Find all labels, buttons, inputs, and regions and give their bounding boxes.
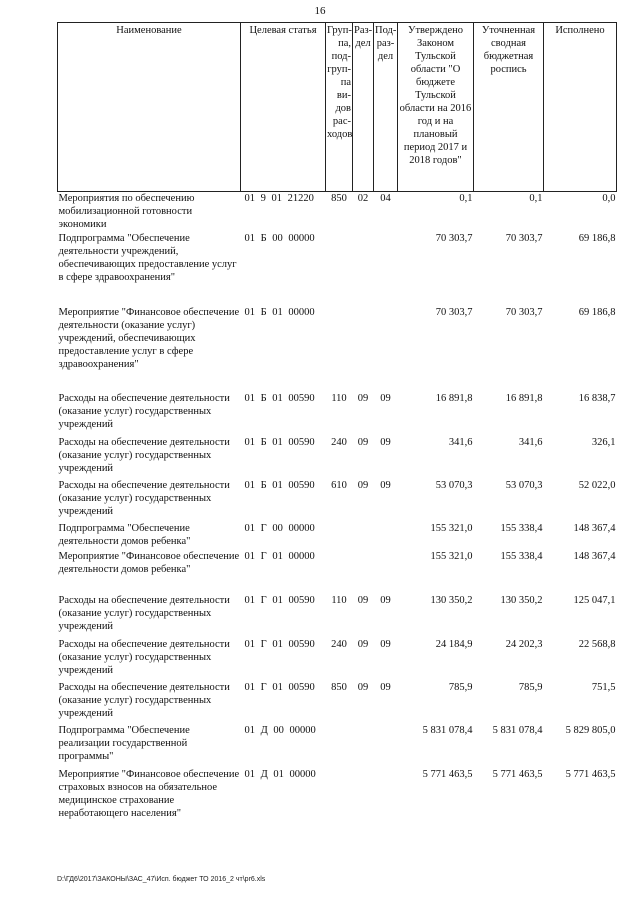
table-row [58, 724, 617, 768]
cell-target: 01 Б 01 00000 [244, 306, 315, 318]
cell-clarified: 70 303,7 [505, 232, 543, 244]
cell-group: 610 [331, 479, 347, 491]
cell-executed: 22 568,8 [578, 638, 616, 650]
cell-section [353, 306, 374, 392]
cell-target: 01 Б 01 00590 [244, 392, 315, 404]
cell-section: 09 [357, 479, 369, 491]
cell-subsection [374, 724, 398, 768]
cell-subsection [374, 768, 398, 842]
cell-approved: 155 321,0 [430, 550, 473, 562]
cell-name: Расходы на обеспечение деятельности (оказание услуг) государственных учреждений [58, 479, 230, 517]
cell-executed: 52 022,0 [578, 479, 616, 491]
cell-subsection: 09 [380, 479, 391, 491]
cell-clarified: 0,1 [529, 193, 543, 204]
cell-subsection [374, 232, 398, 306]
cell-clarified: 341,6 [518, 436, 543, 448]
cell-executed: 148 367,4 [573, 522, 616, 534]
cell-group [326, 522, 353, 550]
table-row [58, 681, 617, 724]
cell-group [326, 306, 353, 392]
cell-approved: 785,9 [448, 681, 473, 693]
header-group: Груп-па, под-груп-па ви-дов рас-ходов [326, 23, 353, 192]
cell-clarified: 155 338,4 [500, 522, 543, 534]
table-row [58, 768, 617, 842]
header-executed: Исполнено [544, 23, 617, 192]
cell-approved: 24 184,9 [435, 638, 473, 650]
cell-name: Расходы на обеспечение деятельности (оказание услуг) государственных учреждений [58, 436, 230, 474]
cell-section [353, 724, 374, 768]
table-row [58, 232, 617, 306]
cell-approved: 5 831 078,4 [422, 724, 473, 736]
cell-section [353, 768, 374, 842]
cell-name: Расходы на обеспечение деятельности (оказание услуг) государственных учреждений [58, 638, 230, 676]
table-header-row [58, 23, 617, 192]
cell-group: 110 [331, 594, 347, 606]
cell-section: 09 [357, 392, 369, 404]
cell-target: 01 Г 01 00590 [244, 594, 315, 606]
cell-subsection [374, 306, 398, 392]
cell-approved: 130 350,2 [430, 594, 473, 606]
cell-name: Мероприятия по обеспечению мобилизационной готовности экономики [58, 193, 195, 230]
cell-approved: 341,6 [448, 436, 473, 448]
cell-section: 09 [357, 436, 369, 448]
cell-name: Подпрограмма "Обеспечение деятельности учреждений, обеспечивающих предоставление услуг в сфере здравоохранения" [58, 232, 237, 283]
cell-target: 01 Б 01 00590 [244, 479, 315, 491]
cell-clarified: 53 070,3 [505, 479, 543, 491]
cell-subsection: 04 [380, 193, 391, 204]
cell-approved: 155 321,0 [430, 522, 473, 534]
cell-approved: 53 070,3 [435, 479, 473, 491]
cell-clarified: 5 771 463,5 [492, 768, 543, 780]
cell-group: 240 [331, 436, 347, 448]
cell-subsection [374, 522, 398, 550]
cell-group [326, 724, 353, 768]
cell-subsection [374, 550, 398, 594]
table-row [58, 550, 617, 594]
cell-executed: 125 047,1 [573, 594, 616, 606]
cell-name: Мероприятие "Финансовое обеспечение деятельности (оказание услуг) учреждений, обеспечивающих предоставление услуг в сфере здравоохранения" [58, 306, 240, 370]
cell-target: 01 Д 00 00000 [244, 724, 316, 736]
cell-name: Подпрограмма "Обеспечение деятельности домов ребенка" [58, 522, 191, 547]
page-number: 16 [314, 5, 326, 17]
cell-clarified: 5 831 078,4 [492, 724, 543, 736]
cell-executed: 751,5 [591, 681, 616, 693]
cell-clarified: 16 891,8 [505, 392, 543, 404]
cell-executed: 16 838,7 [578, 392, 616, 404]
cell-group [326, 232, 353, 306]
cell-group [326, 550, 353, 594]
header-clarified: Уточненная сводная бюджетная роспись [474, 23, 544, 192]
cell-approved: 16 891,8 [435, 392, 473, 404]
table-row [58, 479, 617, 522]
cell-subsection: 09 [380, 392, 391, 404]
cell-clarified: 130 350,2 [500, 594, 543, 606]
cell-clarified: 155 338,4 [500, 550, 543, 562]
cell-approved: 0,1 [459, 193, 473, 204]
cell-executed: 69 186,8 [578, 306, 616, 318]
cell-subsection: 09 [380, 436, 391, 448]
cell-subsection: 09 [380, 681, 391, 693]
cell-section [353, 232, 374, 306]
cell-subsection: 09 [380, 638, 391, 650]
cell-target: 01 Б 01 00590 [244, 436, 315, 448]
cell-group: 240 [331, 638, 347, 650]
cell-clarified: 785,9 [518, 681, 543, 693]
cell-name: Расходы на обеспечение деятельности (оказание услуг) государственных учреждений [58, 594, 230, 632]
cell-target: 01 Г 01 00590 [244, 681, 315, 693]
cell-executed: 326,1 [591, 436, 616, 448]
cell-name: Расходы на обеспечение деятельности (оказание услуг) государственных учреждений [58, 392, 230, 430]
cell-executed: 69 186,8 [578, 232, 616, 244]
header-target: Целевая статья [241, 23, 326, 192]
cell-approved: 70 303,7 [435, 306, 473, 318]
cell-clarified: 24 202,3 [505, 638, 543, 650]
cell-name: Мероприятие "Финансовое обеспечение деятельности домов ребенка" [58, 550, 240, 575]
header-subsection: Под-раз-дел [374, 23, 398, 192]
table-row [58, 522, 617, 550]
cell-clarified: 70 303,7 [505, 306, 543, 318]
cell-section [353, 522, 374, 550]
cell-target: 01 9 01 21220 [244, 193, 314, 204]
cell-executed: 148 367,4 [573, 550, 616, 562]
cell-executed: 5 829 805,0 [565, 724, 616, 736]
cell-group: 850 [331, 193, 347, 204]
table-row [58, 638, 617, 681]
header-approved: Утверждено Законом Тульской области "О бюджете Тульской области на 2016 год и на плановый период 2017 и 2018 годов" [398, 23, 474, 192]
cell-executed: 5 771 463,5 [565, 768, 616, 780]
table-row [58, 594, 617, 638]
cell-subsection: 09 [380, 594, 391, 606]
table-row [58, 192, 617, 232]
cell-name: Расходы на обеспечение деятельности (оказание услуг) государственных учреждений [58, 681, 230, 719]
cell-name: Подпрограмма "Обеспечение реализации государственной программы" [58, 724, 190, 762]
table-row [58, 436, 617, 479]
cell-section: 02 [357, 193, 369, 204]
cell-target: 01 Г 00 00000 [244, 522, 315, 534]
header-section: Раз-дел [353, 23, 374, 192]
cell-approved: 5 771 463,5 [422, 768, 473, 780]
budget-table [57, 22, 617, 842]
cell-section: 09 [357, 681, 369, 693]
cell-section: 09 [357, 638, 369, 650]
cell-section: 09 [357, 594, 369, 606]
cell-target: 01 Г 01 00000 [244, 550, 315, 562]
cell-target: 01 Г 01 00590 [244, 638, 315, 650]
cell-target: 01 Д 01 00000 [244, 768, 316, 780]
cell-group: 850 [331, 681, 347, 693]
cell-approved: 70 303,7 [435, 232, 473, 244]
file-path-footer: D:\ГД6\2017\ЗАКОНЫ\ЗАС_47\Исп. бюджет ТО 2016_2 чт\pr6.xls [57, 876, 266, 883]
header-name: Наименование [58, 23, 241, 192]
cell-group [326, 768, 353, 842]
cell-group: 110 [331, 392, 347, 404]
cell-name: Мероприятие "Финансовое обеспечение страховых взносов на обязательное медицинское страхование неработающего населения" [58, 768, 240, 819]
table-row [58, 392, 617, 436]
cell-target: 01 Б 00 00000 [244, 232, 315, 244]
cell-executed: 0,0 [602, 193, 616, 204]
table-row [58, 306, 617, 392]
cell-section [353, 550, 374, 594]
